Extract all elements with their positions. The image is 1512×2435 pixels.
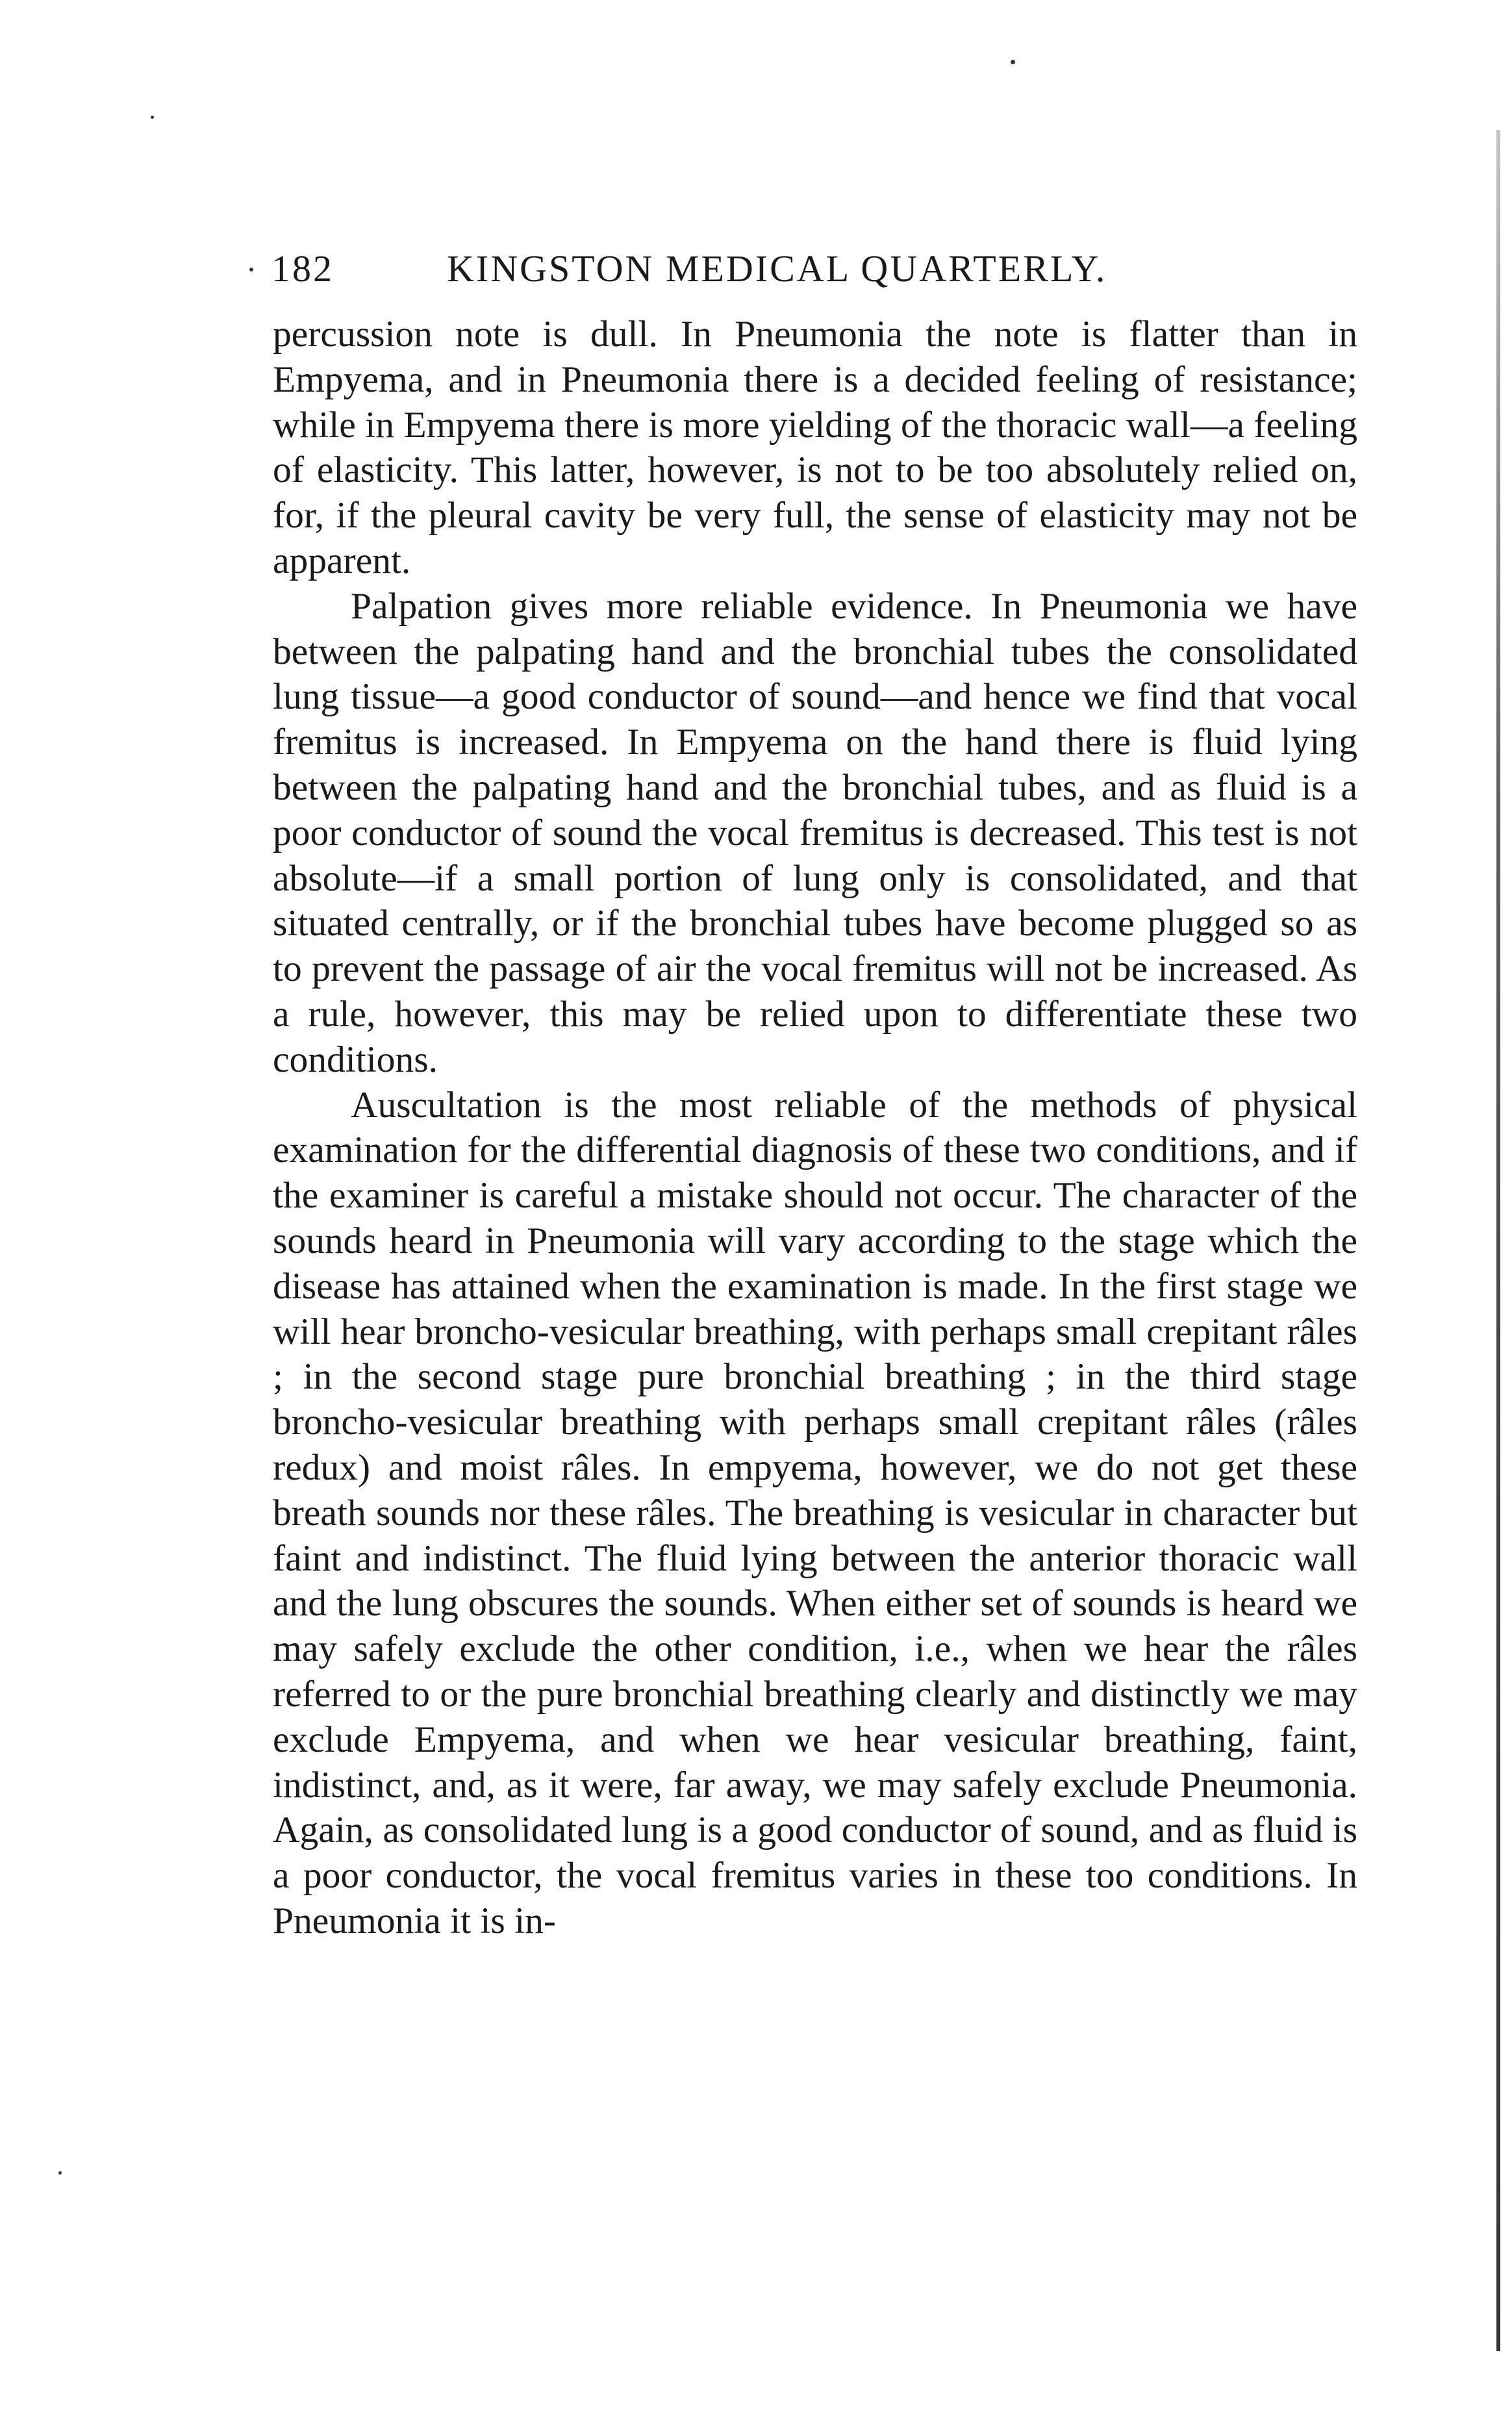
paragraph-auscultation: Auscultation is the most reliable of the methods of physical examination for the differential diagnosis of these two conditions, and if the examiner is careful a mistake should not occur. The character of the sounds heard in Pneumonia will vary according to the stage which the disease has attained when the examination is made. In the first stage we will hear broncho-vesicular breathing, with perhaps small crepitant râles ; in the second stage pure bronchial breathing ; in the third stage broncho-vesicular breathing with perhaps small crepitant râles (râles redux) and moist râles. In empyema, however, we do not get these breath sounds nor these râles. The breathing is vesicular in character but faint and indistinct. The fluid lying between the anterior thoracic wall and the lung obscures the sounds. When either set of sounds is heard we may safely exclude the other condition, i.e., when we hear the râles referred to or the pure bronchial breathing clearly and distinctly we may exclude Empyema, and when we hear vesicular breathing, faint, indistinct, and, as it were, far away, we may safely exclude Pneumonia. Again, as consolidated lung is a good conductor of sound, and as fluid is a poor conductor, the vocal fremitus varies in these too conditions. In Pneumonia it is in-	[273, 1084, 1357, 1941]
paragraph-percussion: percussion note is dull. In Pneumonia the note is flatter than in Empyema, and in Pneumonia there is a decided feeling of resistance; while in Empyema there is more yielding of the thoracic wall—a feeling of elasticity. This latter, however, is not to be too absolutely relied on, for, if the pleural cavity be very full, the sense of elasticity may not be apparent.	[273, 314, 1357, 581]
body-text	[273, 312, 1357, 1944]
scan-speck	[249, 268, 253, 271]
page-edge-shadow	[1496, 130, 1500, 2351]
scan-speck	[151, 116, 154, 119]
running-head	[271, 247, 1343, 299]
paragraph-palpation: Palpation gives more reliable evidence. In Pneumonia we have between the palpating hand and the bronchial tubes the consolidated lung tissue—a good conductor of sound—and hence we find that vocal fremitus is increased. In Empyema on the hand there is fluid lying between the palpating hand and the bronchial tubes, and as fluid is a poor conductor of sound the vocal fremitus is decreased. This test is not absolute—if a small portion of lung only is consolidated, and that situated centrally, or if the bronchial tubes have become plugged so as to prevent the passage of air the vocal fremitus will not be increased. As a rule, however, this may be relied upon to differentiate these two conditions.	[273, 585, 1357, 1080]
journal-title: KINGSTON MEDICAL QUARTERLY.	[447, 247, 1107, 290]
page-number: 182	[271, 247, 334, 290]
scan-speck	[58, 2171, 62, 2175]
scan-speck	[1011, 60, 1015, 64]
